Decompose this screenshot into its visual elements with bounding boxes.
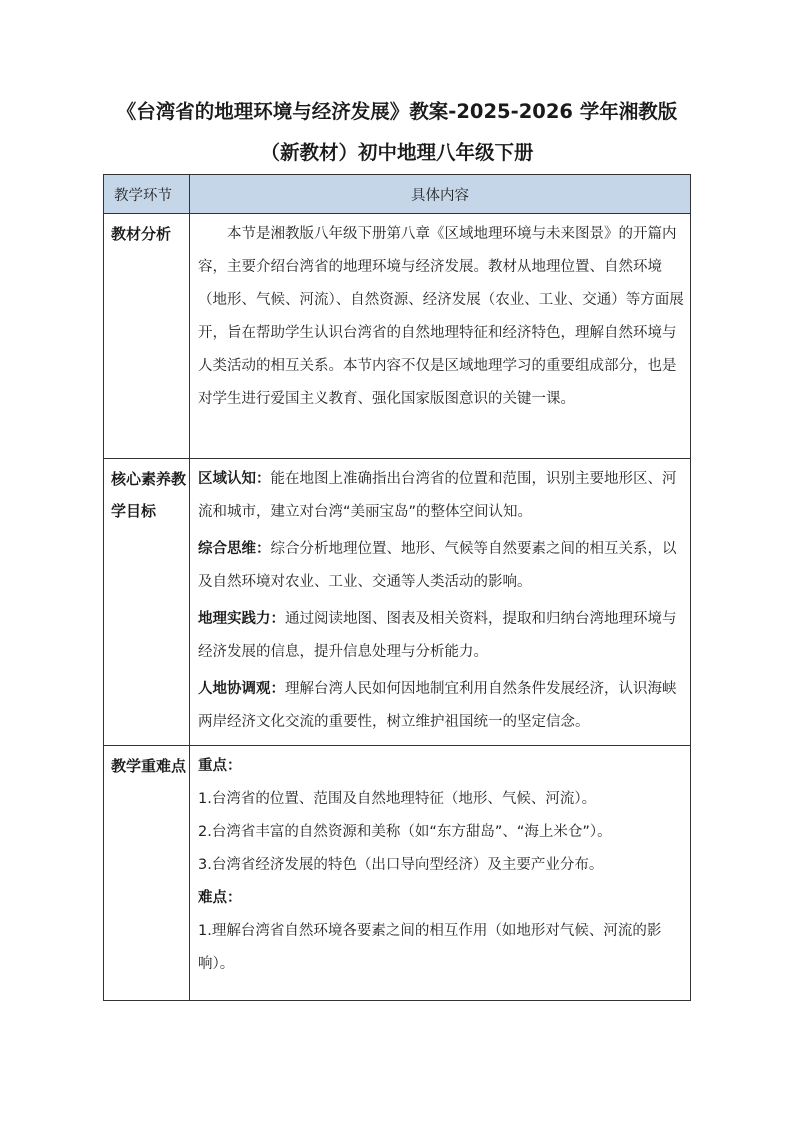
key-point-item: 2.台湾省丰富的自然资源和美称（如“东方甜岛”、“海上米仓”）。 xyxy=(198,824,612,840)
row-label-textbook-analysis: 教材分析 xyxy=(104,214,190,459)
row-content-textbook-analysis xyxy=(190,214,691,459)
row-label-key-difficult-points: 教学重难点 xyxy=(104,746,190,1001)
header-teaching-step: 教学环节 xyxy=(104,175,190,214)
key-point-item: 1.台湾省的位置、范围及自然地理特征（地形、气候、河流）。 xyxy=(198,791,597,807)
goal-head: 区域认知： xyxy=(198,471,271,487)
row-label-core-literacy: 核心素养教学目标 xyxy=(104,459,190,746)
difficult-points-heading: 难点： xyxy=(198,890,242,906)
document-title-line-1: 《台湾省的地理环境与经济发展》教案-2025-2026 学年湘教版 xyxy=(116,100,678,123)
textbook-analysis-paragraph: 本节是湘教版八年级下册第八章《区域地理环境与未来图景》的开篇内容，主要介绍台湾省的地理环境与经济发展。教材从地理位置、自然环境（地形、气候、河流）、自然资源、经济发展（农业、工业、交通）等方面展开，旨在帮助学生认识台湾省的自然地理特征和经济特色，理解自然环境与人类活动的相互关系。本节内容不仅是区域地理学习的重要组成部分，也是对学生进行爱国主义教育、强化国家版图意识的关键一课。 xyxy=(198,226,684,407)
goal-regional-cognition xyxy=(198,463,684,529)
goal-text: 通过阅读地图、图表及相关资料，提取和归纳台湾地理环境与经济发展的信息，提升信息处理与分析能力。 xyxy=(198,611,677,660)
key-points-heading: 重点： xyxy=(198,758,242,774)
header-specific-content: 具体内容 xyxy=(190,175,691,214)
table-header-row xyxy=(104,175,691,214)
row-content-core-literacy xyxy=(190,459,691,746)
table-row-textbook-analysis xyxy=(104,214,691,459)
goal-head: 地理实践力： xyxy=(198,611,285,627)
goal-text: 综合分析地理位置、地形、气候等自然要素之间的相互关系，以及自然环境对农业、工业、交通等人类活动的影响。 xyxy=(198,541,677,590)
row-content-key-difficult-points xyxy=(190,746,691,1001)
goal-text: 理解台湾人民如何因地制宜利用自然条件发展经济，认识海峡两岸经济文化交流的重要性，树立维护祖国统一的坚定信念。 xyxy=(198,681,677,730)
table-row-core-literacy xyxy=(104,459,691,746)
document-title-line-2: （新教材）初中地理八年级下册 xyxy=(260,141,534,164)
goal-text: 能在地图上准确指出台湾省的位置和范围，识别主要地形区、河流和城市，建立对台湾“美丽宝岛”的整体空间认知。 xyxy=(198,471,677,520)
goal-comprehensive-thinking xyxy=(198,533,684,599)
goal-head: 综合思维： xyxy=(198,541,271,557)
table-row-key-difficult-points xyxy=(104,746,691,1001)
goal-human-land-harmony xyxy=(198,673,684,739)
goal-head: 人地协调观： xyxy=(198,681,285,697)
difficult-point-item: 1.理解台湾省自然环境各要素之间的相互作用（如地形对气候、河流的影响）。 xyxy=(198,923,662,972)
goal-geographic-practice xyxy=(198,603,684,669)
lesson-plan-table xyxy=(103,174,691,1001)
key-point-item: 3.台湾省经济发展的特色（出口导向型经济）及主要产业分布。 xyxy=(198,857,604,873)
